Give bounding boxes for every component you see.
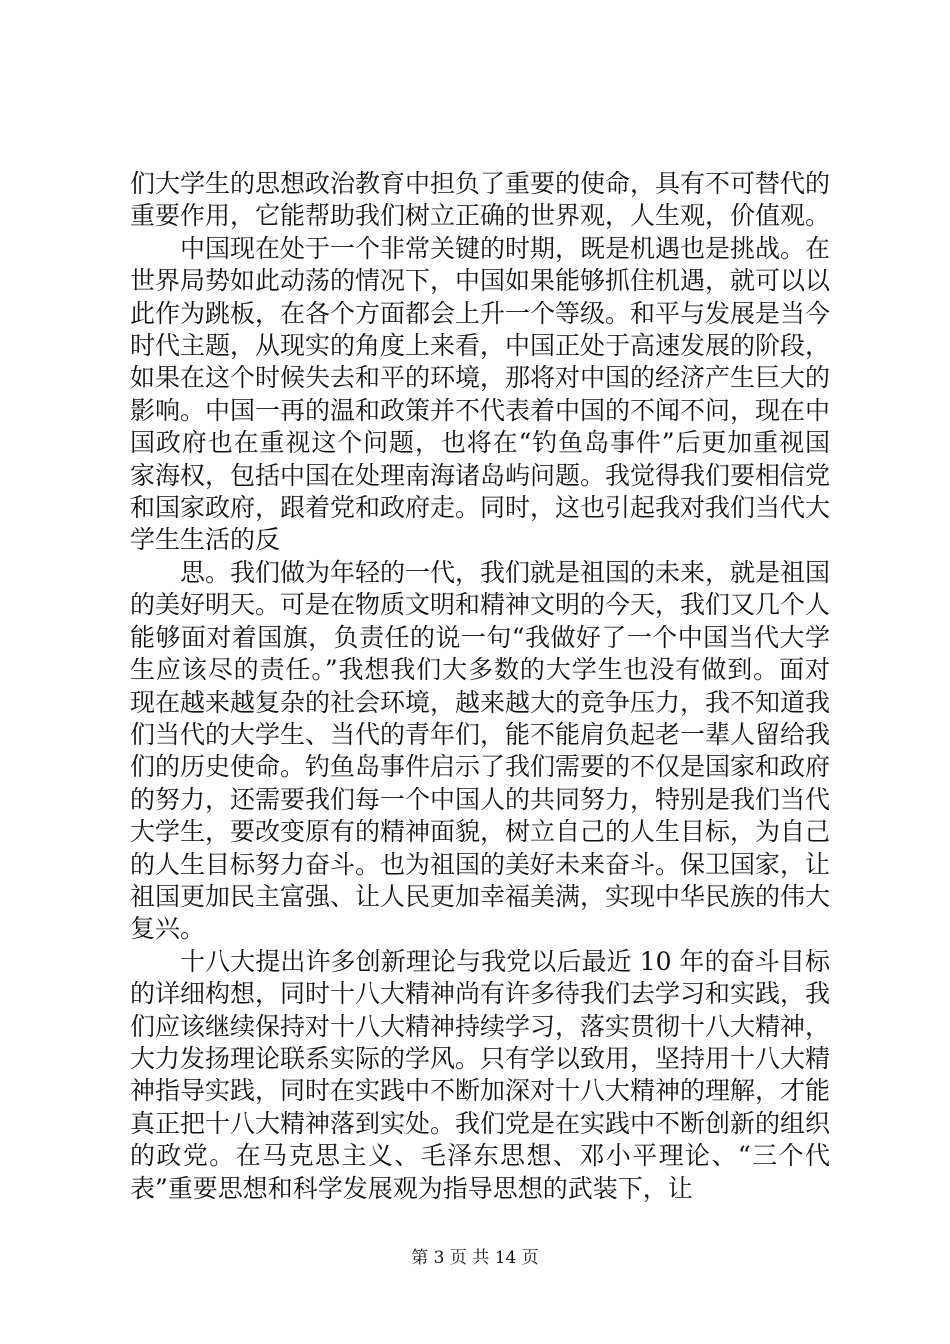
paragraph-eighteenth-congress: 十八大提出许多创新理论与我党以后最近 10 年的奋斗目标的详细构想，同时十八大精神尚有许多待我们去学习和实践，我们应该继续保持对十八大精神持续学习，落实贯彻十八大精神，大力发扬理论联系实际的学风。只有学以致用，坚持用十八大精神指导实践，同时在实践中不断加深对十八大精神的理解，才能真正把十八大精神落到实处。我们党是在实践中不断创新的组织的政党。在马克思主义、毛泽东思想、邓小平理论、“三个代表”重要思想和科学发展观为指导思想的武装下，让 [130,946,831,1203]
paragraph-continuation: 们大学生的思想政治教育中担负了重要的使命，具有不可替代的重要作用，它能帮助我们树立正确的世界观，人生观，价值观。 [130,169,831,231]
paragraph-reflection: 思。我们做为年轻的一代，我们就是祖国的未来，就是祖国的美好明天。可是在物质文明和精神文明的今天，我们又几个人能够面对着国旗，负责任的说一句“我做好了一个中国当代大学生应该尽的责任。”我想我们大多数的大学生也没有做到。面对现在越来越复杂的社会环境，越来越大的竞争压力，我不知道我们当代的大学生、当代的青年们，能不能肩负起老一辈人留给我们的历史使命。钓鱼岛事件启示了我们需要的不仅是国家和政府的努力，还需要我们每一个中国人的共同努力，特别是我们当代大学生，要改变原有的精神面貌，树立自己的人生目标，为自己的人生目标努力奋斗。也为祖国的美好未来奋斗。保卫国家，让祖国更加民主富强、让人民更加幸福美满，实现中华民族的伟大复兴。 [130,557,831,944]
page-footer: 第 3 页 共 14 页 [411,1248,539,1268]
paragraph-china-situation: 中国现在处于一个非常关键的时期，既是机遇也是挑战。在世界局势如此动荡的情况下，中国如果能够抓住机遇，就可以以此作为跳板，在各个方面都会上升一个等级。和平与发展是当今时代主题，从现实的角度上来看，中国正处于高速发展的阶段，如果在这个时候失去和平的环境，那将对中国的经济产生巨大的影响。中国一再的温和政策并不代表着中国的不闻不问，现在中国政府也在重视这个问题，也将在“钓鱼岛事件”后更加重视国家海权，包括中国在处理南海诸岛屿问题。我觉得我们要相信党和国家政府，跟着党和政府走。同时，这也引起我对我们当代大学生生活的反 [130,233,831,555]
document-body [130,168,830,1205]
